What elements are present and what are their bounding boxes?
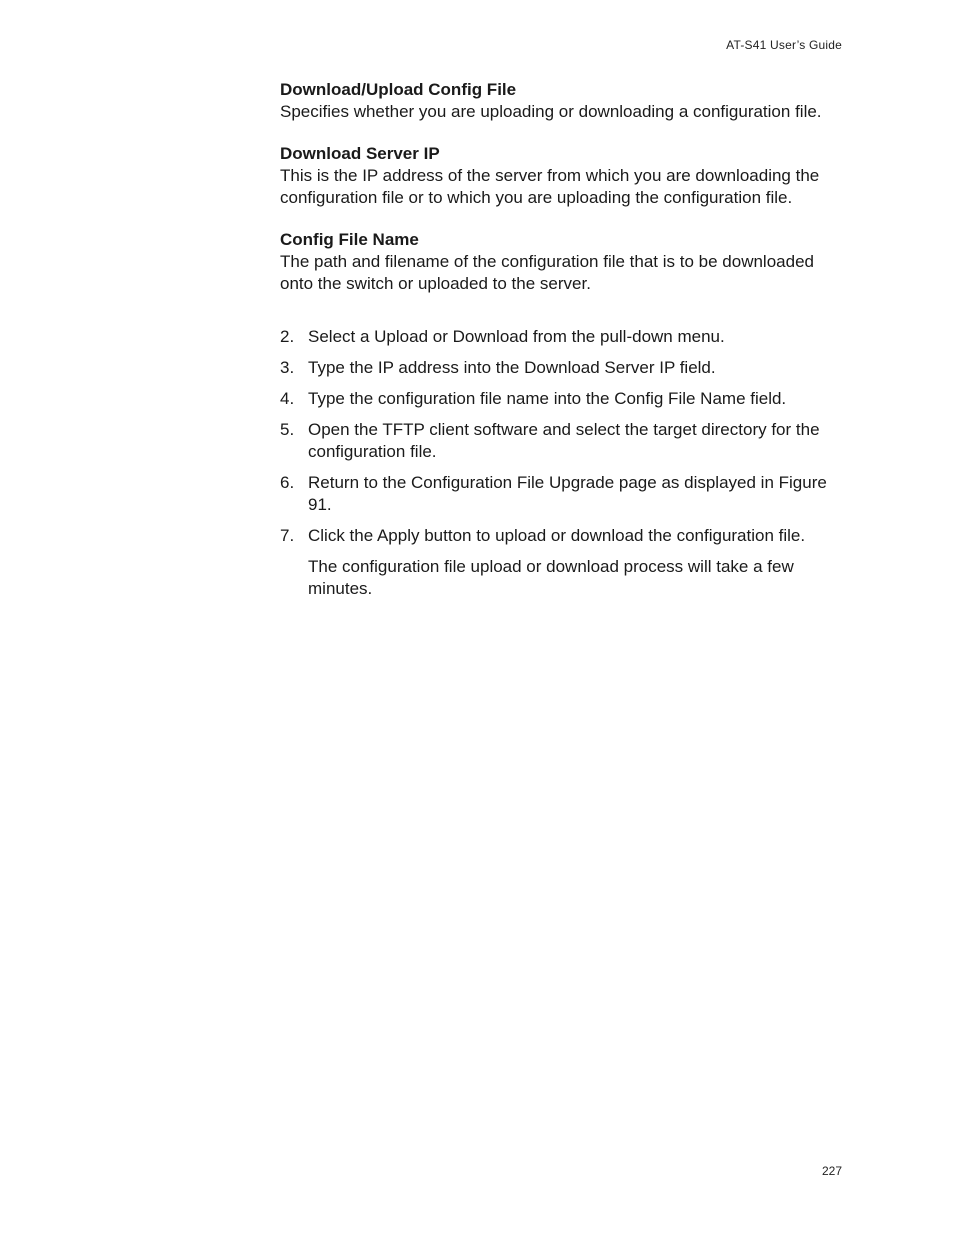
- field-title: Config File Name: [280, 230, 419, 249]
- step-item: [280, 326, 846, 348]
- step-text: Open the TFTP client software and select the target directory for the configuration file.: [308, 420, 820, 461]
- step-text: Type the IP address into the Download Server IP field.: [308, 358, 716, 377]
- step-item: [280, 525, 846, 547]
- step-note: The configuration file upload or download process will take a few minutes.: [308, 557, 794, 598]
- main-content: [280, 79, 846, 600]
- field-description-download-upload: [280, 79, 846, 123]
- field-title: Download/Upload Config File: [280, 80, 517, 99]
- step-item: [280, 357, 846, 379]
- page-number: 227: [821, 1164, 842, 1178]
- step-number: 6.: [280, 473, 295, 492]
- step-number: 4.: [280, 389, 295, 408]
- field-desc: Specifies whether you are uploading or downloading a configuration file.: [280, 102, 822, 121]
- step-item: [280, 419, 846, 463]
- field-desc: The path and filename of the configuration file that is to be downloaded onto the switch or uploaded to the server.: [280, 252, 814, 293]
- step-text: Return to the Configuration File Upgrade page as displayed in Figure 91.: [308, 473, 827, 514]
- running-header: AT-S41 User’s Guide: [726, 38, 842, 52]
- step-number: 2.: [280, 327, 295, 346]
- step-number: 3.: [280, 358, 295, 377]
- step-text: Click the Apply button to upload or download the configuration file.: [308, 526, 806, 545]
- step-text: Type the configuration file name into the Config File Name field.: [308, 389, 787, 408]
- step-text: Select a Upload or Download from the pull-down menu.: [308, 327, 725, 346]
- step-number: 7.: [280, 526, 295, 545]
- field-title: Download Server IP: [280, 144, 440, 163]
- step-number: 5.: [280, 420, 295, 439]
- field-description-config-file-name: [280, 229, 846, 295]
- step-item: [280, 388, 846, 410]
- field-desc: This is the IP address of the server from which you are downloading the configuration file or to which you are uploading the configuration file.: [280, 166, 820, 207]
- step-item: [280, 472, 846, 516]
- field-description-server-ip: [280, 143, 846, 209]
- procedure-steps: [280, 326, 846, 600]
